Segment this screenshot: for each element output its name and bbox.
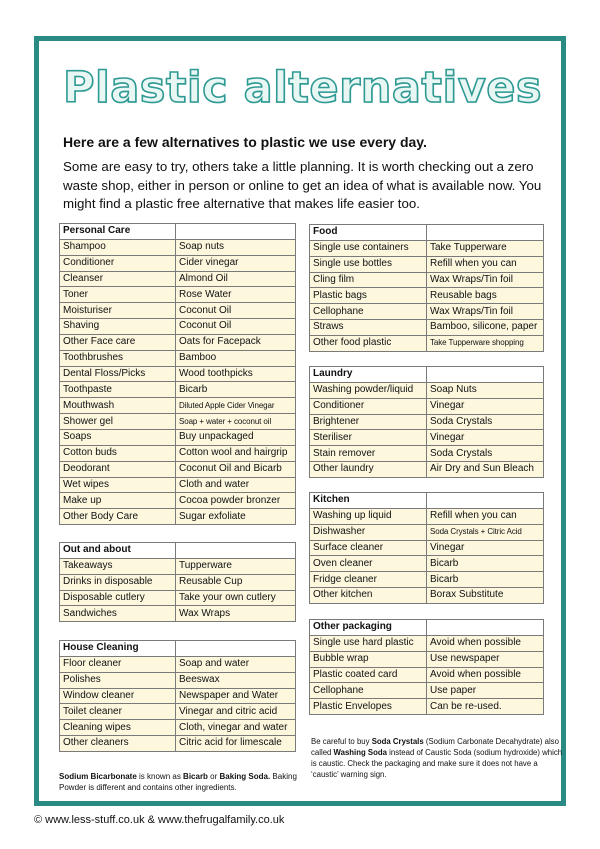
table-row [310,667,544,683]
plastic-item-cell: Other laundry [310,462,427,478]
table-row [310,398,544,414]
plastic-item-cell: Steriliser [310,430,427,446]
table-heading: Other packaging [310,620,427,636]
alternative-cell: Wax Wraps/Tin foil [427,304,544,320]
table-row [60,334,296,350]
intro-paragraph: Some are easy to try, others take a little planning. It is worth checking out a zero waste shop, either in person or online to get an idea of what is available now. You might find a plastic free alternative that makes life easier too. [63,159,542,211]
alternative-cell: Cocoa powder bronzer [176,493,296,509]
table-heading: House Cleaning [60,641,176,657]
plastic-item-cell: Washing powder/liquid [310,382,427,398]
alternative-cell: Tupperware [176,558,296,574]
alternative-cell: Cloth and water [176,477,296,493]
table-row [60,558,296,574]
table-row [60,398,296,414]
plastic-item-cell: Toothpaste [60,382,176,398]
plastic-item-cell: Cellophane [310,304,427,320]
plastic-item-cell: Floor cleaner [60,656,176,672]
table-row [60,672,296,688]
alternative-cell: Wood toothpicks [176,366,296,382]
table-row [310,320,544,336]
plastic-item-cell: Shaving [60,319,176,335]
personal-care-table [59,223,296,525]
house-cleaning-table [59,640,296,752]
plastic-item-cell: Other kitchen [310,588,427,604]
table-heading-empty [427,620,544,636]
table-row [310,635,544,651]
note-text: or [207,772,220,781]
plastic-item-cell: Disposable cutlery [60,590,176,606]
alternative-cell: Take your own cutlery [176,590,296,606]
table-row [310,304,544,320]
table-row [310,272,544,288]
alternative-cell: Can be re-used. [427,699,544,715]
alternative-cell: Rose Water [176,287,296,303]
table-heading: Food [310,225,427,241]
footer-credits: © www.less-stuff.co.uk & www.thefrugalfamily.co.uk [34,814,285,826]
table-row [310,335,544,351]
alternative-cell: Take Tupperware shopping [427,335,544,351]
table-row [60,445,296,461]
plastic-item-cell: Oven cleaner [310,556,427,572]
alternative-cell: Vinegar [427,398,544,414]
alternative-cell: Soap Nuts [427,382,544,398]
alternative-cell: Soap nuts [176,239,296,255]
other-packaging-table [309,619,544,715]
alternative-cell: Cotton wool and hairgrip [176,445,296,461]
plastic-item-cell: Brightener [310,414,427,430]
alternative-cell: Wax Wraps [176,606,296,622]
table-row [310,651,544,667]
alternative-cell: Reusable bags [427,288,544,304]
table-row [60,319,296,335]
alternative-cell: Soda Crystals [427,446,544,462]
table-heading: Kitchen [310,493,427,509]
plastic-item-cell: Cleaning wipes [60,720,176,736]
alternative-cell: Reusable Cup [176,574,296,590]
table-heading: Out and about [60,543,176,559]
table-row [310,540,544,556]
alternative-cell: Vinegar [427,430,544,446]
alternative-cell: Newspaper and Water [176,688,296,704]
alternative-cell: Soda Crystals [427,414,544,430]
alternative-cell: Citric acid for limescale [176,736,296,752]
plastic-item-cell: Sandwiches [60,606,176,622]
note-bold: Bicarb [183,772,208,781]
plastic-item-cell: Other cleaners [60,736,176,752]
plastic-item-cell: Toilet cleaner [60,704,176,720]
table-row [60,606,296,622]
table-row [310,588,544,604]
plastic-item-cell: Plastic Envelopes [310,699,427,715]
table-row [60,303,296,319]
plastic-item-cell: Single use containers [310,240,427,256]
plastic-item-cell: Polishes [60,672,176,688]
table-heading-row [310,367,544,383]
table-heading-empty [176,543,296,559]
plastic-item-cell: Make up [60,493,176,509]
alternative-cell: Borax Substitute [427,588,544,604]
alternative-cell: Bicarb [427,556,544,572]
table-row [60,287,296,303]
note-bold: Baking Soda. [219,772,271,781]
plastic-item-cell: Cotton buds [60,445,176,461]
plastic-item-cell: Other Body Care [60,509,176,525]
table-row [310,524,544,540]
plastic-item-cell: Other food plastic [310,335,427,351]
alternative-cell: Coconut Oil [176,303,296,319]
table-row [60,461,296,477]
plastic-item-cell: Washing up liquid [310,508,427,524]
table-row [310,683,544,699]
note-text: (Sodium Carbonate Decahydrate) also called [311,737,559,757]
table-row [60,255,296,271]
table-row [60,736,296,752]
table-row [60,350,296,366]
plastic-item-cell: Plastic coated card [310,667,427,683]
plastic-item-cell: Window cleaner [60,688,176,704]
soda-crystals-note [311,736,563,780]
alternative-cell: Cider vinegar [176,255,296,271]
plastic-item-cell: Deodorant [60,461,176,477]
table-row [310,508,544,524]
plastic-item-cell: Fridge cleaner [310,572,427,588]
alternative-cell: Sugar exfoliate [176,509,296,525]
out-and-about-table [59,542,296,622]
note-text: Baking Powder is different and contains other ingredients. [59,772,297,792]
alternative-cell: Refill when you can [427,508,544,524]
table-row [60,688,296,704]
plastic-item-cell: Wet wipes [60,477,176,493]
table-row [310,430,544,446]
alternative-cell: Vinegar and citric acid [176,704,296,720]
alternative-cell: Soda Crystals + Citric Acid [427,524,544,540]
alternative-cell: Avoid when possible [427,635,544,651]
table-row [60,271,296,287]
alternative-cell: Use paper [427,683,544,699]
alternative-cell: Bamboo [176,350,296,366]
alternative-cell: Vinegar [427,540,544,556]
table-row [60,382,296,398]
table-row [60,656,296,672]
plastic-item-cell: Conditioner [310,398,427,414]
table-row [310,414,544,430]
table-row [310,240,544,256]
laundry-table [309,366,544,478]
page-title: Plastic alternatives [63,63,543,113]
alternative-cell: Coconut Oil and Bicarb [176,461,296,477]
food-table [309,224,544,352]
table-heading-row [310,225,544,241]
table-heading-row [60,543,296,559]
table-row [60,509,296,525]
alternative-cell: Beeswax [176,672,296,688]
table-heading-row [60,641,296,657]
plastic-item-cell: Dishwasher [310,524,427,540]
page-frame [34,36,566,806]
note-text: instead of Caustic Soda (sodium hydroxide) which is caustic. Check the packaging and make sure it does not have a ‘caustic’ warning sign. [311,748,563,779]
alternative-cell: Oats for Facepack [176,334,296,350]
plastic-item-cell: Shower gel [60,414,176,430]
alternative-cell: Coconut Oil [176,319,296,335]
alternative-cell: Wax Wraps/Tin foil [427,272,544,288]
table-heading: Laundry [310,367,427,383]
table-row [60,574,296,590]
plastic-item-cell: Cellophane [310,683,427,699]
table-row [310,699,544,715]
table-row [60,414,296,430]
alternative-cell: Diluted Apple Cider Vinegar [176,398,296,414]
plastic-item-cell: Other Face care [60,334,176,350]
bicarb-note [59,771,304,793]
plastic-item-cell: Takeaways [60,558,176,574]
alternative-cell: Buy unpackaged [176,429,296,445]
table-row [60,429,296,445]
alternative-cell: Almond Oil [176,271,296,287]
plastic-item-cell: Single use hard plastic [310,635,427,651]
note-text: is known as [136,772,184,781]
table-row [310,256,544,272]
note-bold: Soda Crystals [371,737,424,746]
alternative-cell: Bicarb [427,572,544,588]
alternative-cell: Avoid when possible [427,667,544,683]
plastic-item-cell: Toner [60,287,176,303]
intro-heading: Here are a few alternatives to plastic we use every day. [63,134,427,150]
table-heading-empty [427,225,544,241]
table-row [60,590,296,606]
alternative-cell: Bicarb [176,382,296,398]
table-heading-empty [176,641,296,657]
table-heading-row [60,224,296,240]
table-heading-row [310,620,544,636]
plastic-item-cell: Cling film [310,272,427,288]
table-row [310,462,544,478]
alternative-cell: Cloth, vinegar and water [176,720,296,736]
kitchen-table [309,492,544,604]
note-bold: Sodium Bicarbonate [59,772,137,781]
plastic-item-cell: Mouthwash [60,398,176,414]
plastic-item-cell: Conditioner [60,255,176,271]
table-row [60,239,296,255]
note-bold: Washing Soda [333,748,387,757]
alternative-cell: Take Tupperware [427,240,544,256]
alternative-cell: Soap and water [176,656,296,672]
plastic-item-cell: Drinks in disposable [60,574,176,590]
table-row [310,556,544,572]
table-row [60,477,296,493]
plastic-item-cell: Plastic bags [310,288,427,304]
plastic-item-cell: Single use bottles [310,256,427,272]
table-heading-empty [427,367,544,383]
table-row [310,382,544,398]
table-row [60,720,296,736]
plastic-item-cell: Soaps [60,429,176,445]
table-row [60,704,296,720]
table-row [310,446,544,462]
alternative-cell: Use newspaper [427,651,544,667]
table-heading-empty [427,493,544,509]
plastic-item-cell: Shampoo [60,239,176,255]
alternative-cell: Bamboo, silicone, paper [427,320,544,336]
plastic-item-cell: Dental Floss/Picks [60,366,176,382]
alternative-cell: Air Dry and Sun Bleach [427,462,544,478]
alternative-cell: Refill when you can [427,256,544,272]
note-text: Be careful to buy [311,737,372,746]
plastic-item-cell: Stain remover [310,446,427,462]
table-row [60,366,296,382]
table-heading-empty [176,224,296,240]
plastic-item-cell: Cleanser [60,271,176,287]
plastic-item-cell: Bubble wrap [310,651,427,667]
alternative-cell: Soap + water + coconut oil [176,414,296,430]
plastic-item-cell: Moisturiser [60,303,176,319]
table-row [310,288,544,304]
table-row [310,572,544,588]
plastic-item-cell: Toothbrushes [60,350,176,366]
table-row [60,493,296,509]
table-heading-row [310,493,544,509]
plastic-item-cell: Surface cleaner [310,540,427,556]
table-heading: Personal Care [60,224,176,240]
plastic-item-cell: Straws [310,320,427,336]
